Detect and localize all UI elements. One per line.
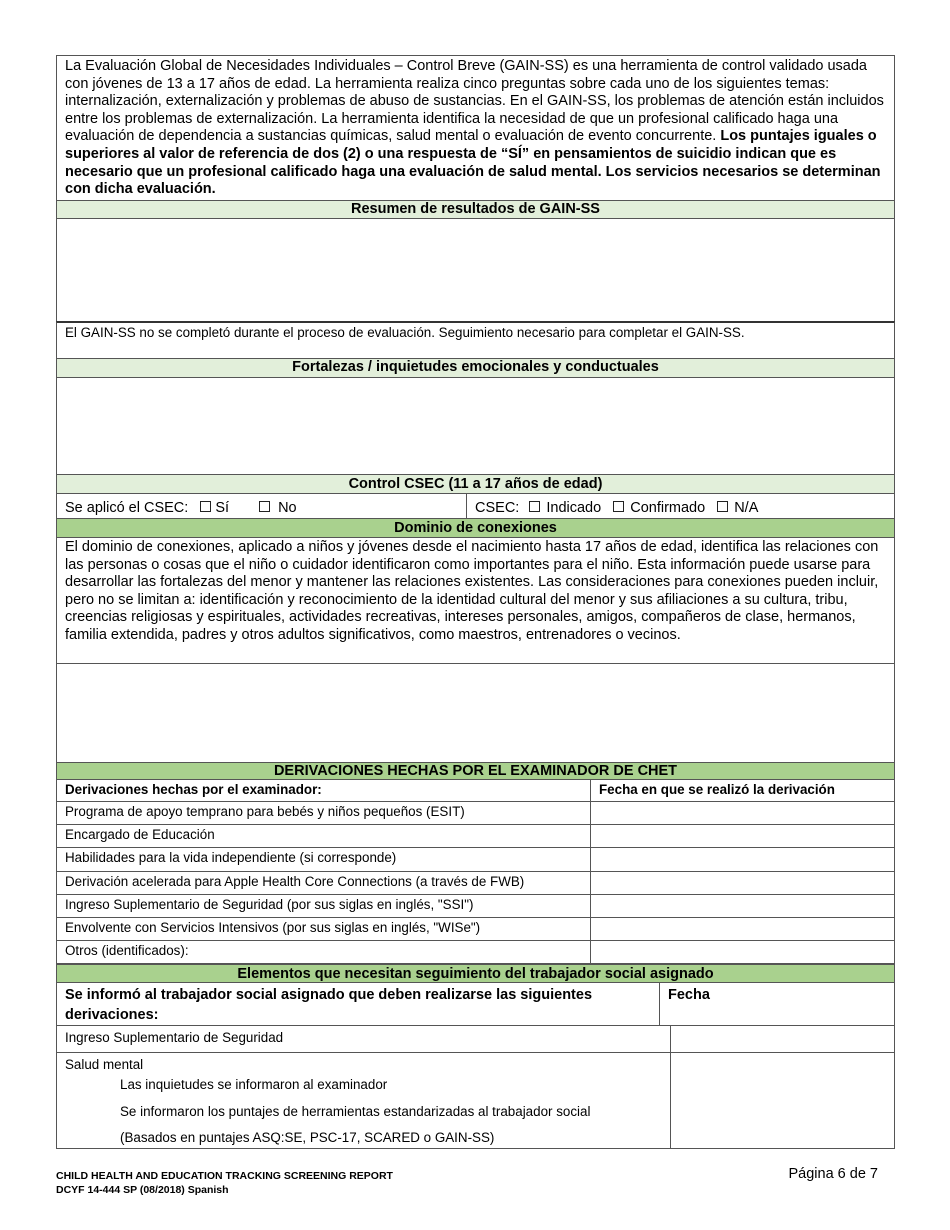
referral-date-field[interactable] <box>590 824 895 848</box>
referral-date-field[interactable] <box>590 871 895 895</box>
followup-col1-label <box>65 985 651 1025</box>
referral-row <box>56 871 591 895</box>
referral-row <box>56 824 591 848</box>
csec-divider <box>466 494 467 518</box>
gain-summary-heading: Resumen de resultados de GAIN-SS <box>56 200 895 219</box>
intro-normal-text: La Evaluación Global de Necesidades Individuales – Control Breve (GAIN-SS) es una herramienta de control validado usada con jóvenes de 13 a 17 años de edad. La herramienta realiza cinco preguntas sobre cada uno de los siguientes temas: internalización, externalización y problemas de abuso de sustancias. En el GAIN-SS, los problemas de atención están incluidos entre los problemas de externalización. La herramienta identifica la necesidad de que un profesional calificado haga una evaluación de dependencia a sustancias químicas, salud mental o evaluación de evento concurrente. <box>65 58 884 145</box>
csec-indicated-label: Indicado <box>546 500 602 516</box>
referral-date-field[interactable] <box>590 940 895 964</box>
followup-mental-date[interactable] <box>670 1052 895 1149</box>
footer-page: Página 6 de 7 <box>788 1166 878 1182</box>
referral-row <box>56 847 591 871</box>
referrals-col1-label: Derivaciones hechas por el examinador: <box>65 782 322 797</box>
csec-applied-group <box>65 500 297 516</box>
csec-status-group <box>475 500 758 516</box>
followup-sub3: (Basados en puntajes ASQ:SE, PSC-17, SCARED o GAIN-SS) <box>120 1130 495 1145</box>
csec-na-label: N/A <box>734 500 759 516</box>
followup-col1-line2: derivaciones: <box>65 1007 159 1023</box>
strengths-heading: Fortalezas / inquietudes emocionales y conductuales <box>56 358 895 378</box>
strengths-field[interactable] <box>56 377 895 475</box>
footer-title: CHILD HEALTH AND EDUCATION TRACKING SCREENING REPORT <box>56 1170 393 1182</box>
gain-not-completed-text: El GAIN-SS no se completó durante el proceso de evaluación. Seguimiento necesario para completar el GAIN-SS. <box>65 325 745 340</box>
footer-form: DCYF 14-444 SP (08/2018) Spanish <box>56 1184 229 1196</box>
csec-na-checkbox[interactable] <box>717 501 728 512</box>
followup-mental-row <box>56 1052 671 1149</box>
followup-ssi-label: Ingreso Suplementario de Seguridad <box>65 1030 284 1045</box>
followup-col1-header <box>56 982 660 1026</box>
referral-date-field[interactable] <box>590 894 895 918</box>
referral-label: Habilidades para la vida independiente (si corresponde) <box>65 850 397 866</box>
followup-sub1: Las inquietudes se informaron al examinador <box>120 1077 388 1092</box>
followup-heading: Elementos que necesitan seguimiento del trabajador social asignado <box>56 964 895 983</box>
referral-label: Otros (identificados): <box>65 943 189 959</box>
referral-label: Envolvente con Servicios Intensivos (por sus siglas en inglés, "WISe") <box>65 920 481 935</box>
referrals-col2-header <box>590 779 895 802</box>
followup-mental-label: Salud mental <box>65 1057 144 1072</box>
csec-confirmed-label: Confirmado <box>630 500 706 516</box>
csec-status-label: CSEC: <box>475 500 520 516</box>
followup-col2-header <box>659 982 895 1026</box>
connections-description <box>56 537 895 664</box>
referral-label: Ingreso Suplementario de Seguridad (por sus siglas en inglés, "SSI") <box>65 896 474 912</box>
csec-row <box>56 493 895 519</box>
referrals-heading: DERIVACIONES HECHAS POR EL EXAMINADOR DE CHET <box>56 762 895 780</box>
followup-col2-label: Fecha <box>668 987 710 1003</box>
connections-field[interactable] <box>56 663 895 763</box>
referral-date-field[interactable] <box>590 801 895 825</box>
csec-yes-checkbox[interactable] <box>200 501 211 512</box>
referral-row <box>56 894 591 918</box>
intro-section <box>56 55 895 201</box>
followup-ssi-row <box>56 1025 671 1053</box>
referrals-col2-label: Fecha en que se realizó la derivación <box>599 782 835 797</box>
referral-row <box>56 917 591 941</box>
referrals-table <box>56 779 895 965</box>
csec-confirmed-checkbox[interactable] <box>613 501 624 512</box>
csec-yes-label: Sí <box>215 500 230 516</box>
connections-text: El dominio de conexiones, aplicado a niños y jóvenes desde el nacimiento hasta 17 años de edad, identifica las relaciones con las personas o cosas que el niño o cuidador identificaron como importantes para el niño. Esta información puede usarse para desarrollar las fortalezas del menor y mantener las relaciones existentes. Las consideraciones para conexiones pueden incluir, pero no se limitan a: identificación y reconocimiento de la identidad cultural del menor y sus afiliaciones a su cultura, tribu, creencias religiosas y espirituales, actividades recreativas, intereses personales, amigos, compañeros de clase, hermanos, familia extendida, padres y otros adultos significativos, como maestros, entrenadores o vecinos. <box>65 539 879 643</box>
referrals-col1-header <box>56 779 591 802</box>
connections-heading: Dominio de conexiones <box>56 518 895 538</box>
csec-heading: Control CSEC (11 a 17 años de edad) <box>56 474 895 494</box>
referral-label: Programa de apoyo temprano para bebés y niños pequeños (ESIT) <box>65 804 465 819</box>
followup-ssi-date[interactable] <box>670 1025 895 1053</box>
intro-bold-text: Los puntajes iguales o superiores al valor de referencia de dos (2) o una respuesta de “SÍ” en pensamientos de suicidio indican que es necesario que un profesional calificado haga una evaluación de salud mental. Los servicios necesarios se determinan con dicha evaluación. <box>65 128 881 198</box>
referral-label: Derivación acelerada para Apple Health Core Connections (a través de FWB) <box>65 873 525 889</box>
referral-date-field[interactable] <box>590 847 895 871</box>
referral-label: Encargado de Educación <box>65 827 215 843</box>
csec-applied-label: Se aplicó el CSEC: <box>65 500 189 516</box>
followup-sub2: Se informaron los puntajes de herramientas estandarizadas al trabajador social <box>120 1104 591 1119</box>
gain-not-completed-row <box>56 321 895 359</box>
referral-row <box>56 940 591 964</box>
referral-row <box>56 801 591 825</box>
footer <box>56 1166 896 1206</box>
referral-date-field[interactable] <box>590 917 895 941</box>
csec-no-label: No <box>278 500 297 516</box>
intro-text <box>65 58 886 199</box>
followup-col1-line1: Se informó al trabajador social asignado que deben realizarse las siguientes <box>65 987 593 1003</box>
gain-summary-field[interactable] <box>56 218 895 322</box>
csec-no-checkbox[interactable] <box>259 501 270 512</box>
csec-indicated-checkbox[interactable] <box>529 501 540 512</box>
